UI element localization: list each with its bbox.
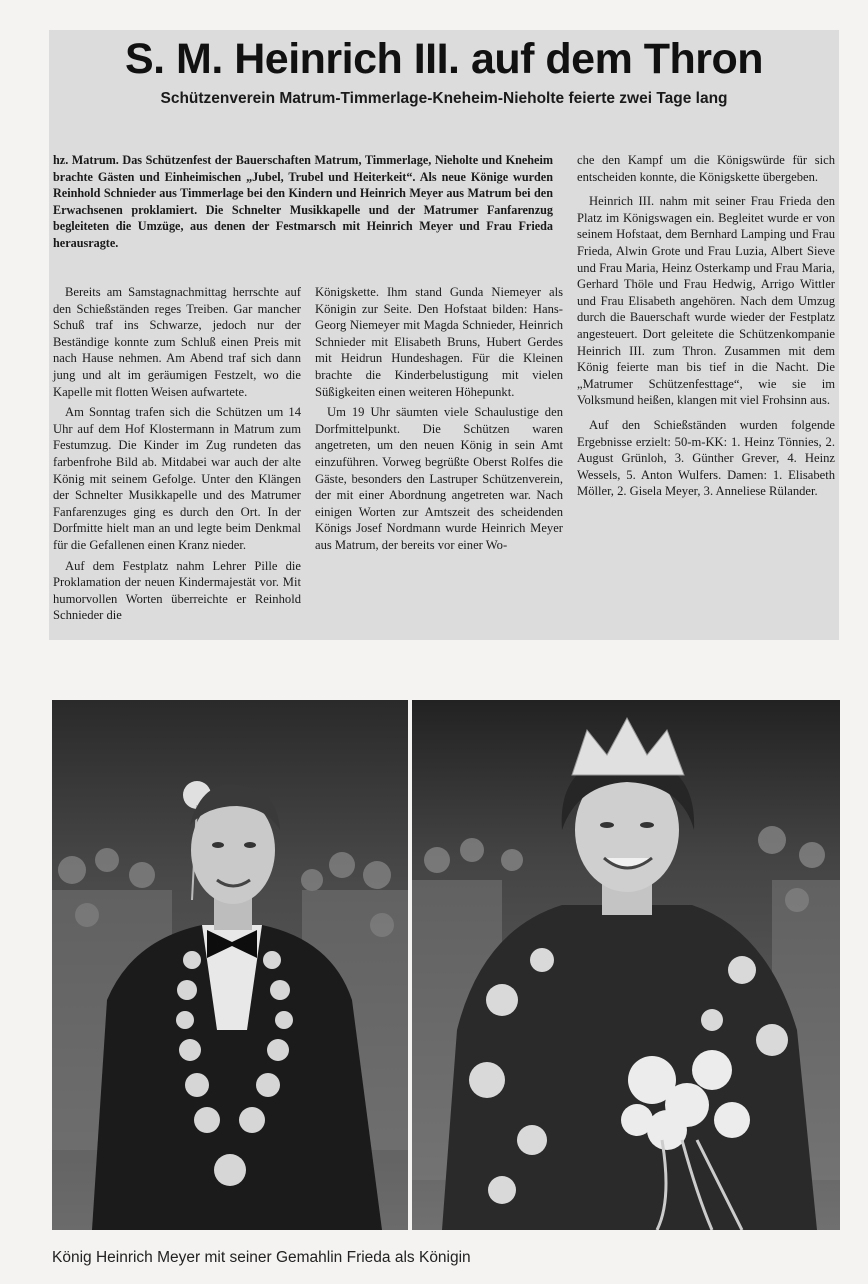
photo-area: [52, 700, 840, 1230]
paragraph: Am Sonntag trafen sich die Schützen um 14 Uhr auf dem Hof Klostermann in Matrum zum Festumzug. Die Kinder im Zug rundeten das farbenfrohe Bild ab. Mitdabei war auch der alte König mit seinem Gefolge. Unter den Klängen der Schnelter Musikkapelle und des Matrumer Fanfarenzuges ging es durch den Ort. In der Dorfmitte hielt man an und legte beim Denkmal für die Gefallenen einen Kranz nieder.: [53, 405, 301, 552]
photo-caption: König Heinrich Meyer mit seiner Gemahlin Frieda als Königin: [52, 1249, 471, 1266]
headline: S. M. Heinrich III. auf dem Thron: [124, 35, 764, 83]
photo-queen: [412, 700, 840, 1230]
paragraph: che den Kampf um die Königswürde für sich entscheiden konnte, die Königskette übergeben.: [577, 153, 835, 184]
lead-paragraph: hz. Matrum. Das Schützenfest der Bauerschaften Matrum, Timmerlage, Nieholte und Kneheim brachte Gästen und Einheimischen „Jubel, Trubel und Heiterkeit“. Als neue Könige wurden Reinhold Schnieder aus Timmerlage bei den Kindern und Heinrich Meyer aus Matrum bei den Erwachsenen proklamiert. Die Schnelter Musikkapelle und der Matrumer Fanfarenzug begleiteten die Umzüge, aus denen der Festmarsch mit Heinrich Meyer und Frau Frieda herausragte.: [53, 153, 553, 250]
king-photo-illustration: [52, 700, 408, 1230]
paragraph: Bereits am Samstagnachmittag herrschte auf den Schießständen reges Treiben. Gar mancher Schuß traf ins Schwarze, jedoch nur der Beständige konnte zum Schluß einen Preis mit nach Hause nehmen. Am Abend traf sich dann jung und alt im geräumigen Festzelt, wo die Kapelle mit flotten Weisen aufwartete.: [53, 285, 301, 399]
column-1: [53, 284, 301, 628]
paragraph: Auf den Schießständen wurden folgende Ergebnisse erzielt: 50-m-KK: 1. Heinz Tönnies, 2. August Grünloh, 3. Günther Grever, 4. Heinz Wessels, 5. Anton Wulfers. Damen: 1. Elisabeth Möller, 2. Gisela Meyer, 3. Anneliese Rülander.: [577, 417, 835, 499]
column-2: [315, 284, 563, 558]
column-3: [577, 152, 835, 508]
paragraph: Auf dem Festplatz nahm Lehrer Pille die Proklamation der neuen Kindermajestät vor. Mit humorvollen Worten überreichte er Reinhold Schnieder die: [53, 558, 301, 623]
subheadline: Schützenverein Matrum-Timmerlage-Kneheim-Nieholte feierte zwei Tage lang: [160, 90, 728, 107]
newspaper-clipping: [49, 30, 839, 640]
paragraph: Um 19 Uhr säumten viele Schaulustige den Dorfmittelpunkt. Die Schützen waren angetreten, um den neuen König in sein Amt einzuführen. Vorweg begrüßte Oberst Rolfes die Gäste, besonders den Lastruper Schützenverein, der mit einer Abordnung angetreten war. Nach einigen Worten zur Amtszeit des scheidenden Königs Josef Nordmann wurde Heinrich Meyer aus Matrum, der bereits vor einer Wo-: [315, 405, 563, 552]
paragraph: Heinrich III. nahm mit seiner Frau Frieda den Platz im Königswagen ein. Begleitet wurde er von seinem Hofstaat, dem Bernhard Lamping und Frau Frieda, Alwin Grote und Frau Luzia, Albert Sieve und Frau Maria, Heinz Osterkamp und Frau Maria, Gerhard Thöle und Frau Hedwig, Arrigo Wittler und Frau Elisabeth angehören. Nach dem Umzug durch die Bauerschaft wurde wieder der Festplatz angesteuert. Dort geleitete die Schützenkompanie Heinrich III. zum Thron. Zusammen mit dem König feierte man bis tief in die Nacht. Die „Matrumer Schützenfesttage“, wie sie im Volksmund heißen, klangen mit viel Frohsinn aus.: [577, 194, 835, 408]
photo-king: [52, 700, 408, 1230]
queen-photo-illustration: [412, 700, 840, 1230]
paragraph: Königskette. Ihm stand Gunda Niemeyer als Königin zur Seite. Den Hofstaat bilden: Hans-Georg Niemeyer mit Magda Schnieder, Heinrich Schnieder mit Elisabeth Bruns, Hubert Gerdes mit Heidrun Hundeshagen. Für die Kleinen brachte die Kinderbelustigung mit vielen Süßigkeiten einen weiteren Höhepunkt.: [315, 285, 563, 399]
